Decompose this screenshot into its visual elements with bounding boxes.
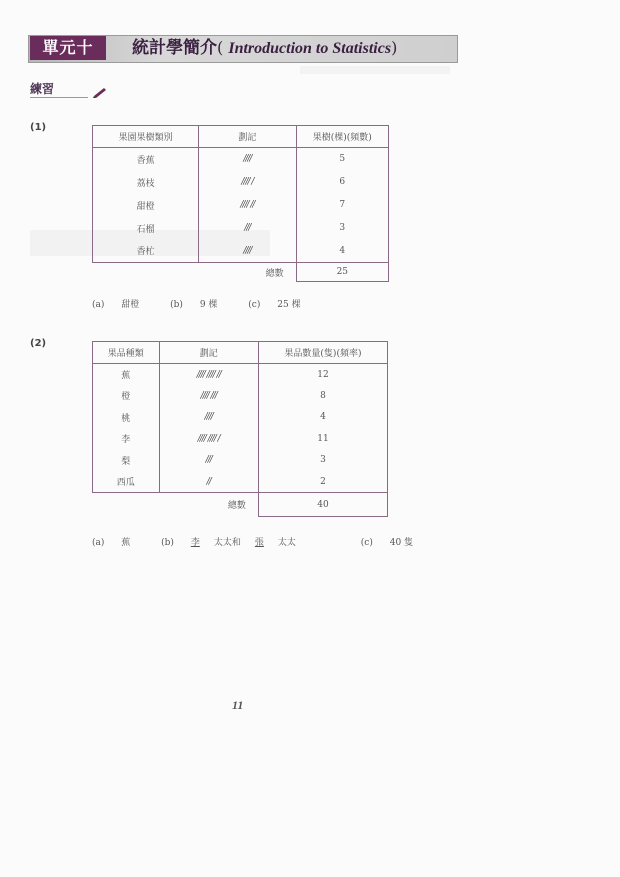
table-row: [93, 171, 389, 194]
count-cell: 11: [258, 428, 387, 450]
count-cell: 12: [258, 364, 387, 386]
tally-cell: //// //// /: [159, 428, 258, 450]
category-cell: 蕉: [93, 364, 160, 386]
table-row: [93, 450, 388, 472]
table-row: [93, 407, 388, 429]
answer-b: (b) 李 太太和 張 太太: [161, 538, 296, 548]
count-cell: 3: [258, 450, 387, 472]
tally-cell: //// ///: [159, 385, 258, 407]
tally-cell: ///: [199, 217, 296, 240]
category-cell: 西瓜: [93, 471, 160, 493]
total-value: 40: [258, 493, 387, 517]
category-cell: 桃: [93, 407, 160, 429]
table-row: [93, 194, 389, 217]
table-row: [93, 364, 388, 386]
tally-cell: //// /: [199, 171, 296, 194]
category-cell: 橙: [93, 385, 160, 407]
count-cell: 7: [296, 194, 388, 217]
question-number-1: (1): [30, 122, 47, 133]
unit-badge: 單元十: [30, 36, 106, 60]
answer-a: (a) 甜橙: [92, 300, 140, 310]
title-open-paren: (: [217, 38, 224, 57]
count-cell: 3: [296, 217, 388, 240]
total-label: 總數: [227, 501, 246, 512]
tally-cell: //: [159, 471, 258, 493]
tally-cell: //// //: [199, 194, 296, 217]
title-chinese: 統計學簡介: [132, 38, 217, 58]
category-cell: 李: [93, 428, 160, 450]
answers-2: [92, 535, 441, 548]
table-row: [93, 385, 388, 407]
total-row: [93, 493, 388, 517]
tally-cell: //// //// //: [159, 364, 258, 386]
column-header: 果樹(棵)(頻數): [296, 126, 388, 148]
page-title: [132, 37, 397, 60]
table-row: [93, 428, 388, 450]
category-cell: 香杧: [93, 240, 199, 263]
count-cell: 6: [296, 171, 388, 194]
tally-table-2: [92, 341, 388, 517]
section-underline: [30, 97, 88, 98]
answer-c: (c) 25 棵: [248, 300, 301, 310]
table-row: [93, 217, 389, 240]
table-row: [93, 148, 389, 171]
bleed-through-mark: [300, 66, 450, 74]
total-row: [93, 263, 389, 282]
tally-cell: ///: [159, 450, 258, 472]
count-cell: 5: [296, 148, 388, 171]
column-header: 果園果樹類別: [93, 126, 199, 148]
tally-cell: ////: [199, 148, 296, 171]
answer-a: (a) 蕉: [92, 538, 131, 548]
column-header: 果品數量(隻)(頻率): [258, 342, 387, 364]
category-cell: 梨: [93, 450, 160, 472]
column-header: 劃記: [159, 342, 258, 364]
table-row: [93, 240, 389, 263]
count-cell: 2: [258, 471, 387, 493]
category-cell: 香蕉: [93, 148, 199, 171]
table-header-row: [93, 342, 388, 364]
answer-c: (c) 40 隻: [360, 538, 414, 548]
tally-cell: ////: [199, 240, 296, 263]
question-number-2: (2): [30, 338, 47, 349]
section-label: 練習: [30, 82, 55, 96]
column-header: 果品種類: [93, 342, 160, 364]
category-cell: 荔枝: [93, 171, 199, 194]
total-value: 25: [296, 263, 388, 282]
category-cell: 甜橙: [93, 194, 199, 217]
column-header: 劃記: [199, 126, 296, 148]
count-cell: 8: [258, 385, 387, 407]
tally-table-1: [92, 125, 389, 282]
table-row: [93, 471, 388, 493]
title-english: Introduction to Statistics: [228, 40, 392, 57]
count-cell: 4: [258, 407, 387, 429]
total-label: 總數: [265, 268, 284, 279]
category-cell: 石榴: [93, 217, 199, 240]
count-cell: 4: [296, 240, 388, 263]
answer-b: (b) 9 棵: [170, 300, 218, 310]
page-number: 11: [232, 698, 244, 712]
answers-1: [92, 297, 329, 310]
pencil-icon: [92, 86, 108, 98]
tally-cell: ////: [159, 407, 258, 429]
table-header-row: [93, 126, 389, 148]
title-close-paren: ): [391, 38, 398, 57]
